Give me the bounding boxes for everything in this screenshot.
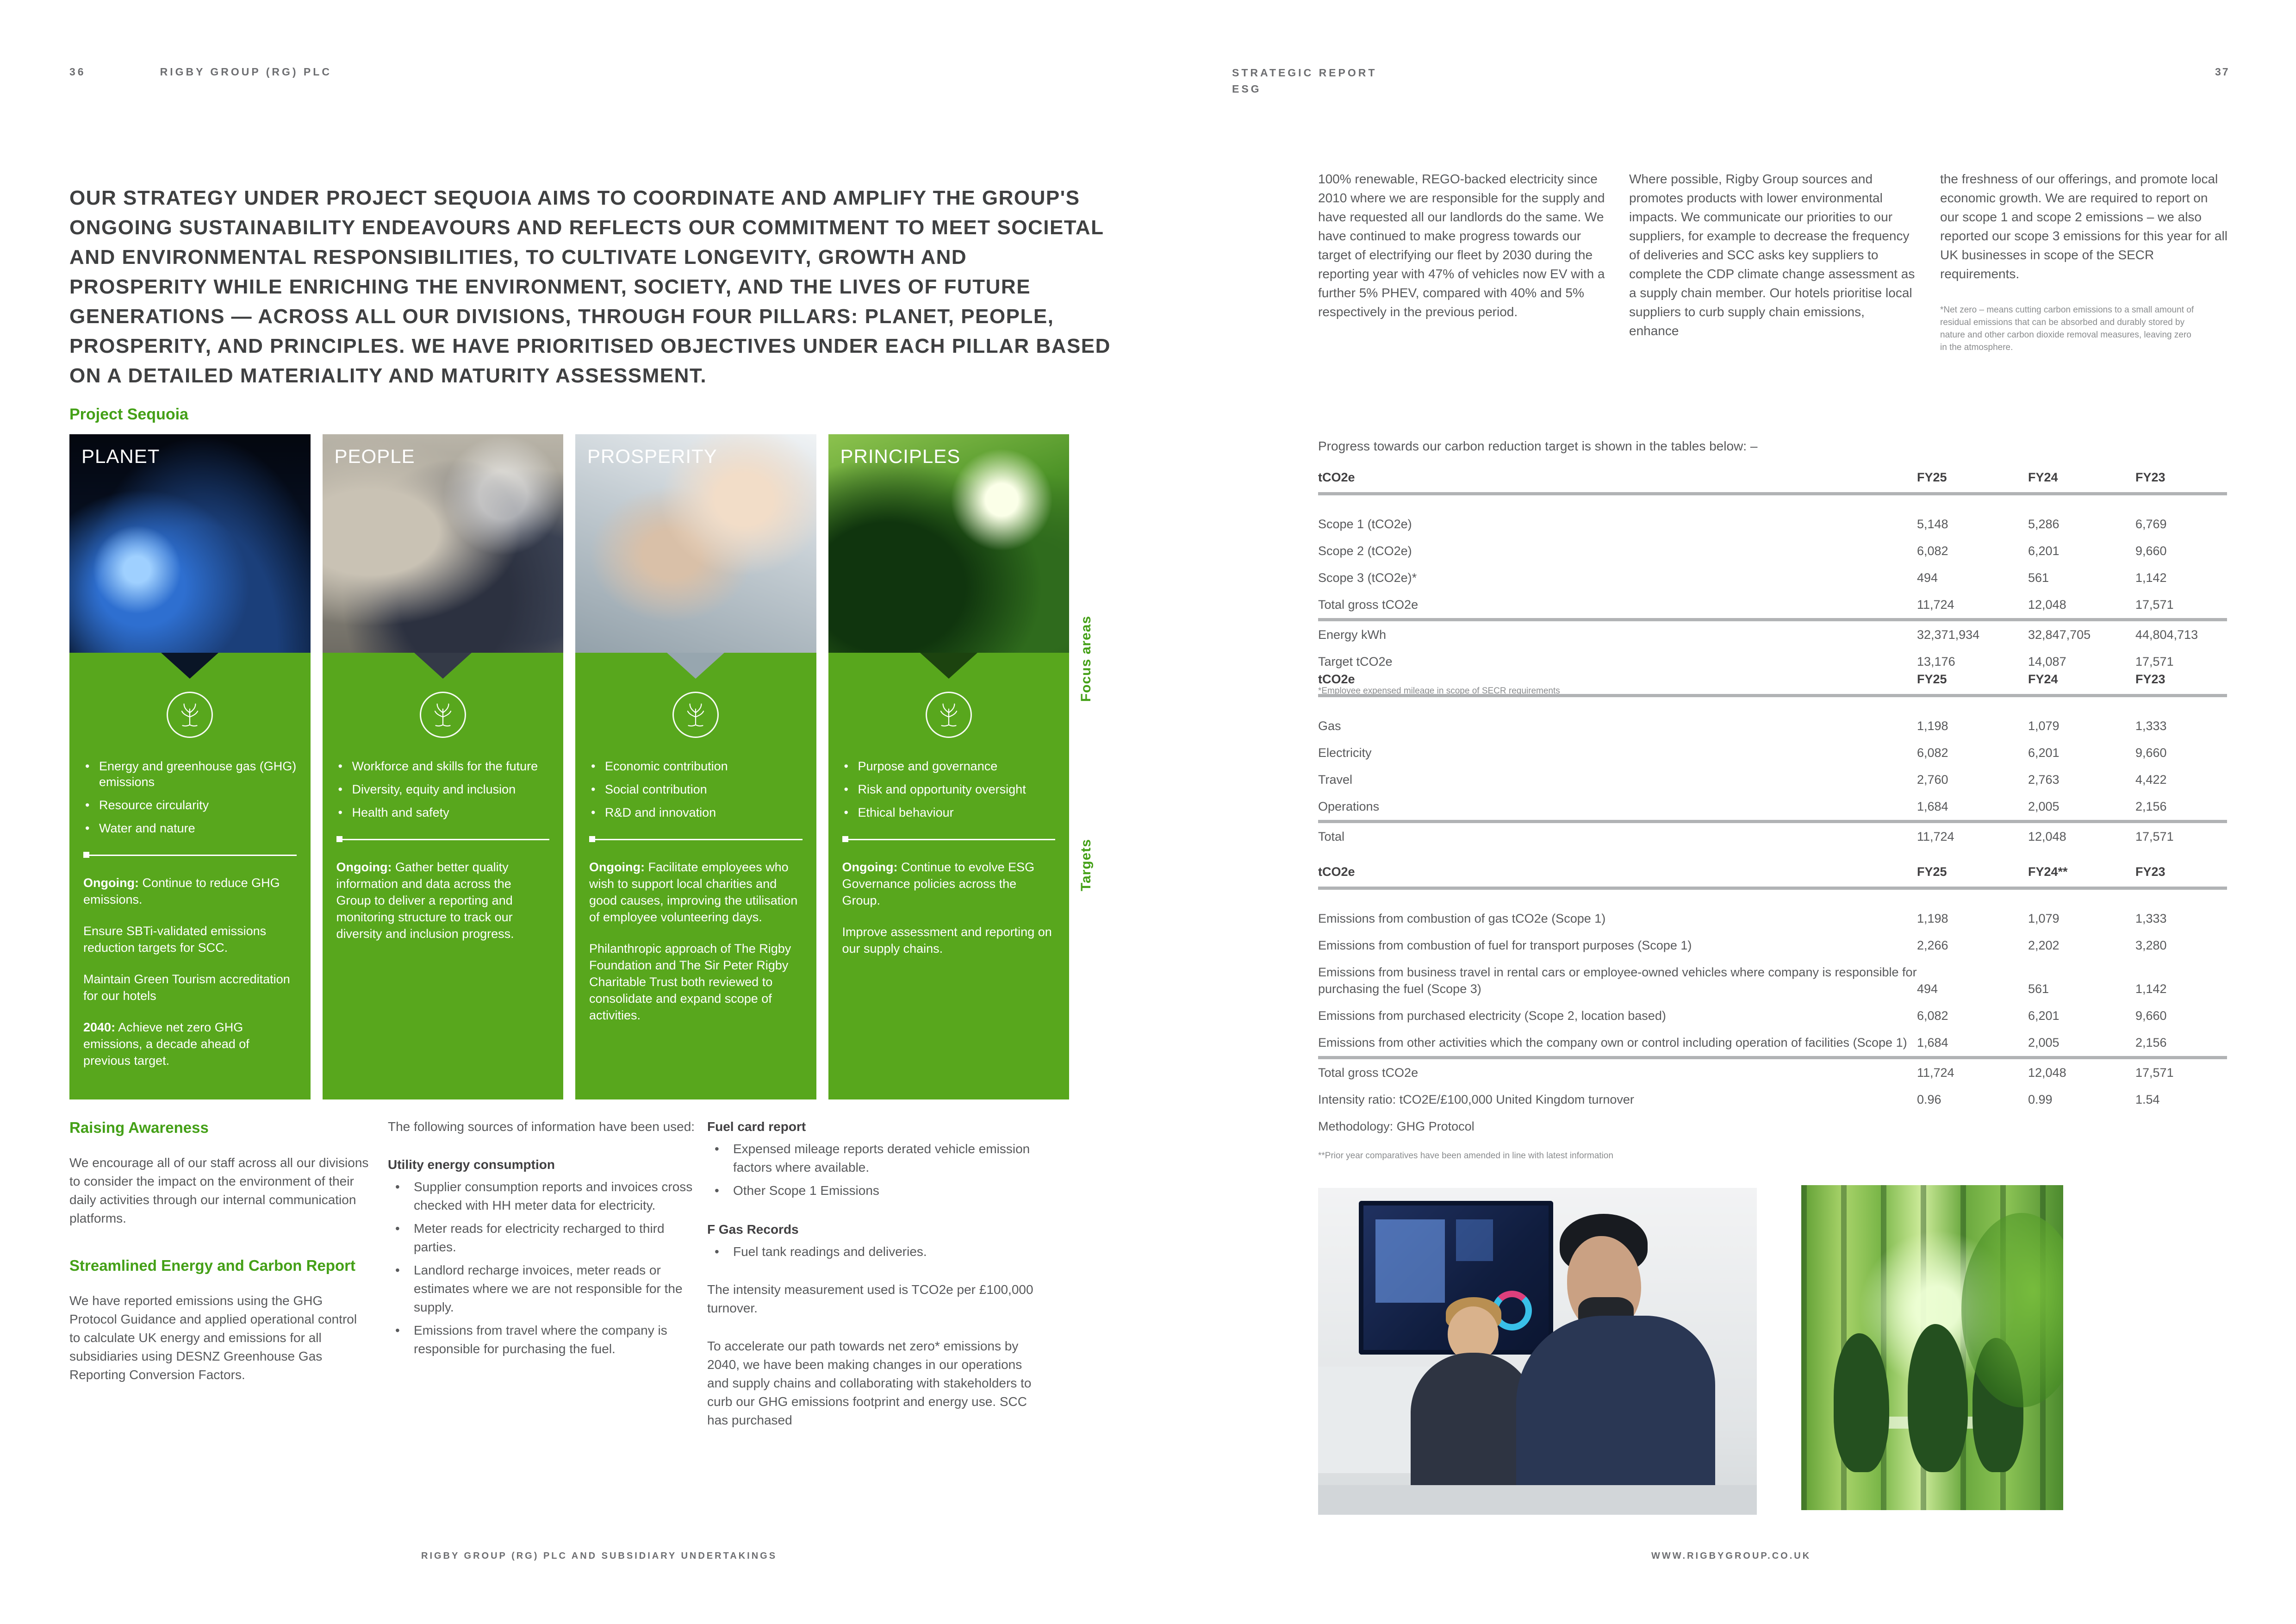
tables-intro: Progress towards our carbon reduction target is shown in the tables below: – [1318, 439, 1758, 453]
cell: 2,760 [1917, 773, 1948, 787]
cell: 6,082 [1917, 544, 1948, 558]
net-zero-footnote: *Net zero – means cutting carbon emissions to a small amount of residual emissions that can be absorbed and durably stored by nature and other carbon dioxide removal measures, leaving zero in the atmosphere. [1940, 305, 2194, 352]
cell: 13,176 [1917, 655, 1955, 668]
col-header: FY23 [2135, 865, 2165, 879]
cell: 2,156 [2135, 800, 2167, 813]
person-silhouette [1834, 1333, 1889, 1472]
cell: 1.54 [2135, 1093, 2160, 1106]
focus-item: • Resource circularity [83, 797, 297, 813]
cell: 1,333 [2135, 719, 2167, 733]
principles-photo [828, 434, 1070, 653]
pillar-title: PEOPLE [334, 445, 415, 467]
cell: Emissions from combustion of gas tCO2e (Scope 1) [1318, 912, 1606, 925]
card-divider [589, 839, 803, 840]
col-header: FY24 [2028, 470, 2058, 484]
focus-item: • Health and safety [336, 805, 550, 820]
right-column-3 [1940, 169, 2228, 354]
cell: 11,724 [1917, 1066, 1954, 1080]
cell: 17,571 [2135, 830, 2174, 843]
col-header: tCO2e [1318, 470, 1355, 484]
list-heading: Fuel card report [707, 1119, 806, 1134]
cell: Emissions from combustion of fuel for transport purposes (Scope 1) [1318, 938, 1692, 952]
cell [1917, 1113, 2028, 1140]
cell: 2,202 [2028, 938, 2060, 952]
cell: 6,082 [1917, 746, 1948, 760]
cell: Energy kWh [1318, 628, 1387, 642]
section-heading: Streamlined Energy and Carbon Report [69, 1257, 355, 1274]
project-sequoia-label: Project Sequoia [69, 406, 188, 423]
pillar-title: PRINCIPLES [840, 445, 961, 467]
col-header: tCO2e [1318, 672, 1355, 686]
section-heading: Raising Awareness [69, 1119, 209, 1136]
prosperity-photo [575, 434, 816, 653]
fuel-column [707, 1118, 1036, 1449]
table-row [1318, 564, 2227, 591]
table-header-row [1318, 865, 2227, 888]
cell: 3,280 [2135, 938, 2167, 952]
cell: 9,660 [2135, 746, 2167, 760]
list-item: • Expensed mileage reports derated vehicle emission factors where available. [707, 1140, 1036, 1177]
list-heading: F Gas Records [707, 1222, 799, 1237]
person-silhouette [1908, 1324, 1968, 1472]
cell: 9,660 [2135, 1009, 2167, 1023]
target-paragraph: Ongoing: Continue to reduce GHG emissions. [83, 876, 280, 906]
cell: 2,156 [2135, 1036, 2167, 1049]
cell: 1,198 [1917, 719, 1948, 733]
targets-side-label: Targets [1078, 839, 1094, 892]
target-paragraph: Improve assessment and reporting on our supply chains. [842, 925, 1052, 956]
target-paragraph: 2040: Achieve net zero GHG emissions, a decade ahead of previous target. [83, 1020, 249, 1068]
cell: Operations [1318, 800, 1380, 813]
table-row [1318, 1113, 2227, 1140]
header-line: STRATEGIC REPORT [1232, 67, 1377, 79]
cell: 6,201 [2028, 544, 2060, 558]
sources-column [388, 1118, 698, 1363]
target-paragraph: Ongoing: Facilitate employees who wish to support local charities and good causes, improving the utilisation of employee volunteering days. [589, 860, 798, 924]
cell: 1,079 [2028, 719, 2060, 733]
table-footnote: *Employee expensed mileage in scope of SECR requirements [1318, 686, 1560, 696]
pillar-card-people [323, 434, 564, 1099]
col-header: FY25 [1917, 672, 1947, 686]
cell: 1,333 [2135, 912, 2167, 925]
cell: 11,724 [1917, 598, 1954, 612]
body-paragraph: We have reported emissions using the GHG Protocol Guidance and applied operational control to calculate UK energy and emissions for all subsidiaries using DESNZ Greenhouse Gas Reporting Conversion Factors. [69, 1293, 357, 1382]
cell: Travel [1318, 773, 1353, 787]
target-paragraph: Ongoing: Continue to evolve ESG Governance policies across the Group. [842, 860, 1035, 907]
table-row [1318, 959, 2227, 1002]
cell: 2,005 [2028, 1036, 2060, 1049]
focus-item: • Social contribution [589, 781, 803, 797]
cell: Intensity ratio: tCO2E/£100,000 United Kingdom turnover [1318, 1093, 1634, 1106]
cell: Emissions from other activities which the company own or control including operation of facilities (Scope 1) [1318, 1036, 1907, 1049]
cell: 17,571 [2135, 655, 2174, 668]
cell: 561 [2028, 571, 2049, 585]
col-header: FY23 [2135, 672, 2165, 686]
table-row [1318, 1058, 2227, 1087]
list-item: • Meter reads for electricity recharged to third parties. [388, 1219, 698, 1256]
cell: 1,142 [2135, 982, 2167, 996]
meeting-photo [1801, 1185, 2063, 1510]
body-paragraph: To accelerate our path towards net zero* emissions by 2040, we have been making changes in our operations and supply chains and collaborating with stakeholders to curb our GHG emissions footprint and energy use. SCC has purchased [707, 1339, 1032, 1427]
card-divider [842, 839, 1056, 840]
table-row [1318, 932, 2227, 959]
table-row [1318, 648, 2227, 675]
cell: Scope 1 (tCO2e) [1318, 517, 1412, 531]
cell: 2,005 [2028, 800, 2060, 813]
body-paragraph: The intensity measurement used is TCO2e per £100,000 turnover. [707, 1282, 1033, 1315]
table-footnote: **Prior year comparatives have been amended in line with latest information [1318, 1151, 1613, 1161]
pillar-cards [69, 434, 1069, 1099]
focus-item: • Economic contribution [589, 758, 803, 774]
table-row [1318, 1029, 2227, 1058]
cell: 494 [1917, 982, 1938, 996]
body-paragraph: The following sources of information have been used: [388, 1119, 695, 1134]
cell: 5,148 [1917, 517, 1948, 531]
tree-icon [926, 692, 972, 738]
cell: Gas [1318, 719, 1341, 733]
table-row [1318, 591, 2227, 620]
page-number-left: 36 [69, 66, 86, 78]
table-row [1318, 888, 2227, 932]
cell: 6,769 [2135, 517, 2167, 531]
list-heading: Utility energy consumption [388, 1157, 555, 1172]
cell: 1,684 [1917, 1036, 1948, 1049]
pillar-card-prosperity [575, 434, 816, 1099]
target-paragraph: Maintain Green Tourism accreditation for our hotels [83, 972, 290, 1003]
pillar-title: PLANET [81, 445, 160, 467]
brand-name: RIGBY GROUP (RG) PLC [160, 66, 332, 78]
cell: 9,660 [2135, 544, 2167, 558]
focus-item: • Water and nature [83, 820, 297, 836]
cell: 561 [2028, 982, 2049, 996]
cell: 1,079 [2028, 912, 2060, 925]
right-page-header [1232, 65, 1377, 97]
table-row [1318, 537, 2227, 564]
body-paragraph: the freshness of our offerings, and promote local economic growth. We are required to report on our scope 1 and scope 2 emissions – we also reported our scope 3 emissions for this year for all UK businesses in scope of the SECR requirements. [1940, 172, 2228, 281]
card-divider [336, 839, 550, 840]
cell: 17,571 [2135, 1066, 2174, 1080]
table-row [1318, 620, 2227, 649]
table-row [1318, 739, 2227, 766]
desk-shape [1318, 1485, 1757, 1515]
cell: Emissions from purchased electricity (Scope 2, location based) [1318, 1009, 1666, 1023]
header-line: ESG [1232, 83, 1262, 95]
table-row [1318, 822, 2227, 850]
cell: 5,286 [2028, 517, 2060, 531]
table-header-row [1318, 672, 2227, 696]
pillar-card-planet [69, 434, 311, 1099]
list-item: • Landlord recharge invoices, meter reads or estimates where we are not responsible for the supply. [388, 1261, 698, 1317]
table-row [1318, 696, 2227, 740]
cell: 1,142 [2135, 571, 2167, 585]
page-number-right: 37 [2215, 66, 2230, 78]
raising-awareness-column [69, 1118, 370, 1404]
focus-item: • Diversity, equity and inclusion [336, 781, 550, 797]
cell: 1,198 [1917, 912, 1948, 925]
col-header: FY25 [1917, 470, 1947, 484]
photo-notch [667, 653, 724, 679]
table-header-row [1318, 470, 2227, 494]
focus-item: • Purpose and governance [842, 758, 1056, 774]
col-header: FY25 [1917, 865, 1947, 879]
cell: 14,087 [2028, 655, 2066, 668]
cell: Methodology: GHG Protocol [1318, 1119, 1475, 1133]
tree-icon [420, 692, 466, 738]
cell: 44,804,713 [2135, 628, 2198, 642]
left-page-footer: RIGBY GROUP (RG) PLC AND SUBSIDIARY UNDERTAKINGS [421, 1551, 778, 1561]
focus-areas-side-label: Focus areas [1078, 616, 1094, 702]
table-row [1318, 793, 2227, 822]
cell: 12,048 [2028, 1066, 2066, 1080]
cell: 6,201 [2028, 746, 2060, 760]
people-photo [323, 434, 564, 653]
col-header: FY23 [2135, 470, 2165, 484]
list-item: • Fuel tank readings and deliveries. [707, 1243, 1036, 1261]
tree-icon [672, 692, 719, 738]
cell: Total gross tCO2e [1318, 598, 1419, 612]
table-row [1318, 766, 2227, 793]
cell: 2,266 [1917, 938, 1948, 952]
pillar-card-principles [828, 434, 1070, 1099]
secr-detail-table [1318, 865, 2227, 1161]
focus-item: • R&D and innovation [589, 805, 803, 820]
focus-item: • Energy and greenhouse gas (GHG) emissions [83, 758, 297, 790]
target-paragraph: Ongoing: Gather better quality information and data across the Group to deliver a reporting and monitoring structure to track our diversity and inclusion progress. [336, 860, 514, 941]
list-item: • Supplier consumption reports and invoices cross checked with HH meter data for electricity. [388, 1178, 698, 1215]
cell: Emissions from business travel in rental cars or employee-owned vehicles where company is responsible for purchasing the fuel (Scope 3) [1318, 965, 1917, 996]
list-item: • Other Scope 1 Emissions [707, 1181, 1036, 1200]
right-column-2: Where possible, Rigby Group sources and promotes products with lower environmental impacts. We communicate our priorities to our suppliers, for example to decrease the frequency of deliveries and SCC asks key suppliers to complete the CDP climate change assessment as a supply chain member. Our hotels prioritise local suppliers to curb supply chain emissions, enhance [1629, 172, 1915, 338]
cell: 6,201 [2028, 1009, 2060, 1023]
cell: Scope 2 (tCO2e) [1318, 544, 1412, 558]
cell: 11,724 [1917, 830, 1954, 843]
focus-item: • Workforce and skills for the future [336, 758, 550, 774]
tree-icon [167, 692, 213, 738]
cell: 2,763 [2028, 773, 2060, 787]
target-paragraph: Philanthropic approach of The Rigby Foundation and The Sir Peter Rigby Charitable Trust both reviewed to consolidate and expand scope of activities. [589, 942, 791, 1022]
emissions-by-source-table [1318, 672, 2227, 850]
cell: Scope 3 (tCO2e)* [1318, 571, 1417, 585]
col-header: FY24 [2028, 672, 2058, 686]
strategy-headline: OUR STRATEGY UNDER PROJECT SEQUOIA AIMS TO COORDINATE AND AMPLIFY THE GROUP'S ONGOING SUSTAINABILITY ENDEAVOURS AND REFLECTS OUR COMMITMENT TO MEET SOCIETAL AND ENVIRONMENTAL RESPONSIBILITIES, TO CULTIVATE LONGEVITY, GROWTH AND PROSPERITY WHILE ENRICHING THE ENVIRONMENT, SOCIETY, AND THE LIVES OF FUTURE GENERATIONS — ACROSS ALL OUR DIVISIONS, THROUGH FOUR PILLARS: PLANET, PEOPLE, PROSPERITY, AND PRINCIPLES. WE HAVE PRIORITISED OBJECTIVES UNDER EACH PILLAR BASED ON A DETAILED MATERIALITY AND MATURITY ASSESSMENT. [69, 187, 1111, 387]
col-header: FY24** [2028, 865, 2068, 879]
cell: Target tCO2e [1318, 655, 1393, 668]
emissions-summary-table [1318, 470, 2227, 696]
planet-photo [69, 434, 311, 653]
photo-notch [920, 653, 977, 679]
cell: 32,371,934 [1917, 628, 1980, 642]
focus-item: • Ethical behaviour [842, 805, 1056, 820]
cell: 0.96 [1917, 1093, 1941, 1106]
col-header: tCO2e [1318, 865, 1355, 879]
left-page-header [69, 66, 332, 78]
right-column-1: 100% renewable, REGO-backed electricity since 2010 where we are responsible for the supply and have requested all our landlords do the same. We have continued to make progress towards our target of electrifying our fleet by 2030 during the reporting year with 47% of vehicles now EV with a further 5% PHEV, compared with 40% and 5% respectively in the previous period. [1318, 172, 1605, 319]
office-photo [1318, 1188, 1757, 1515]
card-divider [83, 855, 297, 856]
photo-notch [414, 653, 472, 679]
body-paragraph: We encourage all of our staff across all our divisions to consider the impact on the environment of their daily activities through our internal communication platforms. [69, 1156, 369, 1225]
cell: 494 [1917, 571, 1938, 585]
pillar-title: PROSPERITY [587, 445, 717, 467]
cell: 12,048 [2028, 598, 2066, 612]
table-row [1318, 1086, 2227, 1113]
cell: 6,082 [1917, 1009, 1948, 1023]
table-row [1318, 1002, 2227, 1029]
cell [2028, 1113, 2135, 1140]
cell: Electricity [1318, 746, 1372, 760]
table-row [1318, 494, 2227, 538]
focus-item: • Risk and opportunity oversight [842, 781, 1056, 797]
cell: 17,571 [2135, 598, 2174, 612]
cell: 4,422 [2135, 773, 2167, 787]
target-paragraph: Ensure SBTi-validated emissions reduction targets for SCC. [83, 924, 267, 955]
cell: 32,847,705 [2028, 628, 2091, 642]
cell: Total gross tCO2e [1318, 1066, 1419, 1080]
right-page-footer: WWW.RIGBYGROUP.CO.UK [1651, 1551, 1811, 1561]
list-item: • Emissions from travel where the company is responsible for purchasing the fuel. [388, 1321, 698, 1358]
cell: Total [1318, 830, 1345, 843]
cell: 0.99 [2028, 1093, 2053, 1106]
cell [2135, 1113, 2227, 1140]
cell: 12,048 [2028, 830, 2066, 843]
photo-notch [161, 653, 218, 679]
cell: 1,684 [1917, 800, 1948, 813]
